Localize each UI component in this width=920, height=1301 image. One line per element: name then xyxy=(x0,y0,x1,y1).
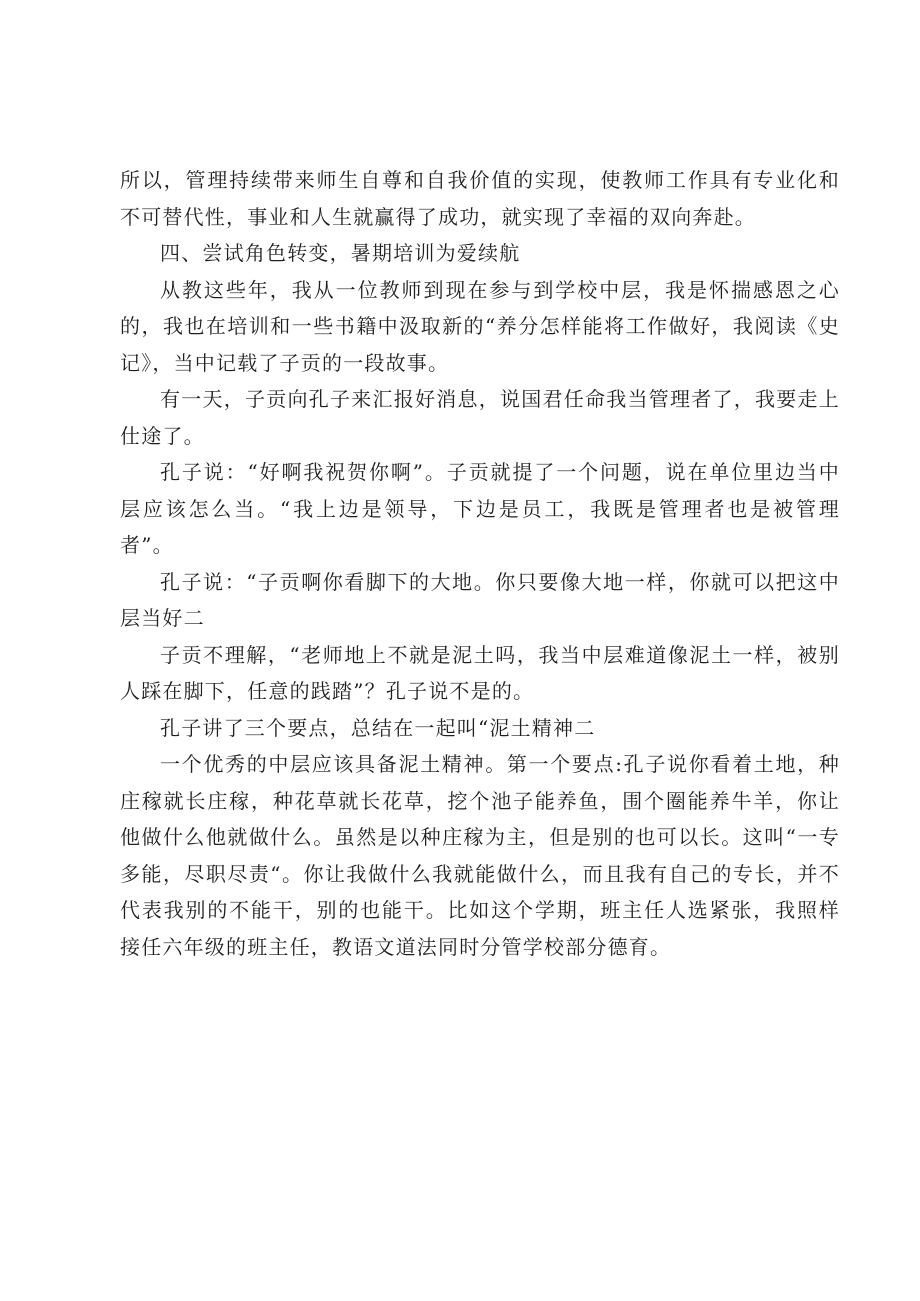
paragraph-6: 孔子说：“子贡啊你看脚下的大地。你只要像大地一样，你就可以把这中层当好二 xyxy=(120,569,840,630)
paragraph-5: 孔子说：“好啊我祝贺你啊”。子贡就提了一个问题，说在单位里边当中层应该怎么当。“我上边是领导，下边是员工，我既是管理者也是被管理者”。 xyxy=(120,460,840,557)
paragraph-7: 子贡不理解，“老师地上不就是泥土吗，我当中层难道像泥土一样，被别人踩在脚下，任意的践踏”？孔子说不是的。 xyxy=(120,642,840,703)
paragraph-3: 从教这些年，我从一位教师到现在参与到学校中层，我是怀揣感恩之心的，我也在培训和一些书籍中汲取新的“养分怎样能将工作做好，我阅读《史记》，当中记载了子贡的一段故事。 xyxy=(120,277,840,375)
document-body xyxy=(120,162,840,965)
paragraph-8: 孔子讲了三个要点，总结在一起叫“泥土精神二 xyxy=(160,715,596,740)
paragraph-9: 一个优秀的中层应该具备泥土精神。第一个要点:孔子说你看着土地，种庄稼就长庄稼，种花草就长花草，挖个池子能养鱼，围个圈能养牛羊，你让他做什么他就做什么。虽然是以种庄稼为主，但是别的也可以长。这叫“一专多能，尽职尽责“。你让我做什么我就能做什么，而且我有自己的专长，并不代表我别的不能干，别的也能干。比如这个学期，班主任人选紧张，我照样接任六年级的班主任，教语文道法同时分管学校部分德育。 xyxy=(120,752,840,959)
section-heading-4: 四、尝试角色转变，暑期培训为爱续航 xyxy=(160,241,521,265)
paragraph-4: 有一天，子贡向孔子来汇报好消息，说国君任命我当管理者了，我要走上仕途了。 xyxy=(120,387,840,448)
paragraph-1: 所以，管理持续带来师生自尊和自我价值的实现，使教师工作具有专业化和不可替代性，事业和人生就赢得了成功，就实现了幸福的双向奔赴。 xyxy=(120,168,840,229)
